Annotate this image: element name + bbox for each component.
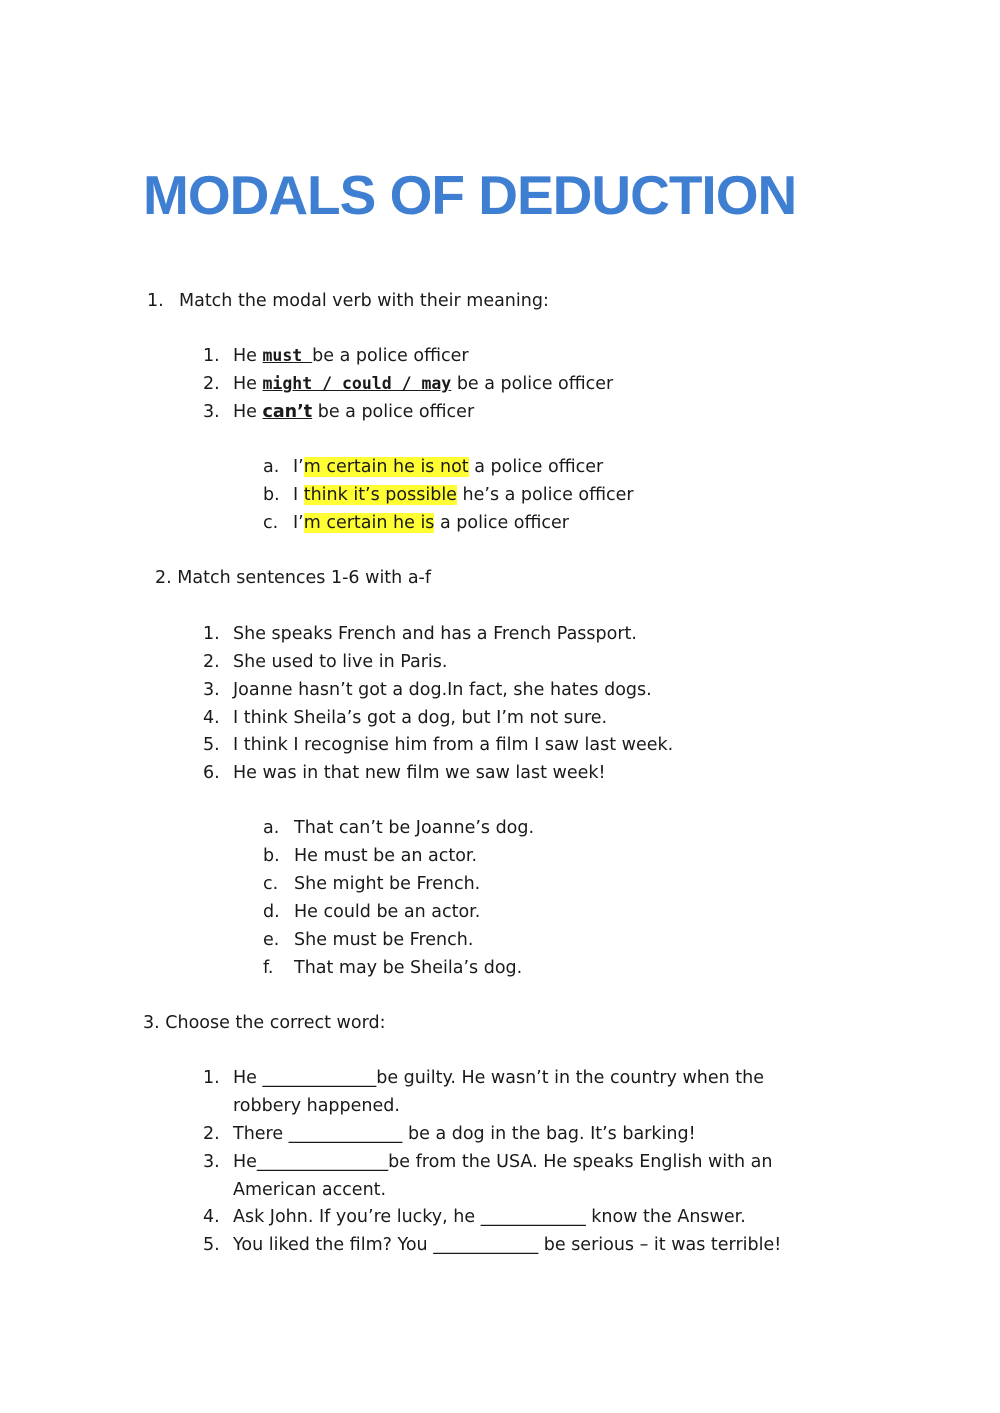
highlighted-phrase: m certain he is not	[303, 457, 469, 477]
meaning-post: he’s a police officer	[456, 485, 634, 505]
sentence-text: Joanne hasn’t got a dog.In fact, she hates dogs.	[233, 680, 652, 700]
answer-letter: b.	[263, 846, 280, 866]
item-number: 4.	[203, 708, 220, 728]
meaning-text	[293, 453, 603, 481]
answer-text: He must be an actor.	[294, 846, 478, 866]
item-post: be a police officer	[451, 374, 614, 394]
answer-letter: c.	[263, 874, 279, 894]
meaning-pre: I’	[293, 513, 304, 533]
gap-fill-text: He _____________be guilty. He wasn’t in the country when the	[233, 1068, 764, 1088]
item-text	[233, 398, 474, 426]
gap-fill-text: There _____________ be a dog in the bag. It’s barking!	[233, 1124, 696, 1144]
item-pre: He	[233, 346, 263, 366]
item-number: 1.	[203, 1068, 220, 1088]
highlighted-phrase: think it’s possible	[303, 485, 457, 505]
gap-fill-text: robbery happened.	[233, 1096, 400, 1116]
item-number: 6.	[203, 763, 220, 783]
modal-verb: must	[262, 346, 313, 365]
item-number: 4.	[203, 1207, 220, 1227]
item-number: 1.	[203, 624, 220, 644]
highlighted-phrase: m certain he is	[303, 513, 435, 533]
item-text	[233, 370, 613, 398]
item-number: 1.	[203, 346, 220, 366]
gap-fill-text: Ask John. If you’re lucky, he ____________ know the Answer.	[233, 1207, 746, 1227]
answer-letter: d.	[263, 902, 280, 922]
meaning-letter: c.	[263, 513, 279, 533]
modal-verb: might / could / may	[262, 374, 452, 393]
answer-text: She must be French.	[294, 930, 474, 950]
item-number: 2.	[203, 374, 220, 394]
section1-heading-num: 1.	[147, 291, 164, 311]
sentence-text: I think I recognise him from a film I saw last week.	[233, 735, 674, 755]
answer-letter: e.	[263, 930, 280, 950]
sentence-text: She used to live in Paris.	[233, 652, 448, 672]
answer-text: That may be Sheila’s dog.	[294, 958, 523, 978]
sentence-text: She speaks French and has a French Passport.	[233, 624, 637, 644]
answer-text: She might be French.	[294, 874, 481, 894]
item-number: 5.	[203, 735, 220, 755]
item-text	[233, 342, 469, 370]
gap-fill-text: American accent.	[233, 1180, 387, 1200]
item-number: 2.	[203, 1124, 220, 1144]
sentence-text: He was in that new film we saw last week!	[233, 763, 606, 783]
section3-heading-text: 3. Choose the correct word:	[143, 1013, 386, 1033]
meaning-pre: I’	[293, 457, 304, 477]
page-title: MODALS OF DEDUCTION	[143, 164, 797, 226]
meaning-letter: a.	[263, 457, 280, 477]
answer-text: That can’t be Joanne’s dog.	[294, 818, 535, 838]
item-pre: He	[233, 374, 263, 394]
meaning-text	[293, 481, 634, 509]
item-number: 3.	[203, 402, 220, 422]
answer-letter: a.	[263, 818, 280, 838]
answer-text: He could be an actor.	[294, 902, 481, 922]
meaning-post: a police officer	[468, 457, 604, 477]
meaning-post: a police officer	[434, 513, 569, 533]
item-number: 5.	[203, 1235, 220, 1255]
item-post: be a police officer	[312, 346, 469, 366]
item-number: 3.	[203, 680, 220, 700]
meaning-text	[293, 509, 569, 537]
meaning-letter: b.	[263, 485, 280, 505]
item-number: 2.	[203, 652, 220, 672]
item-post: be a police officer	[312, 402, 475, 422]
item-number: 3.	[203, 1152, 220, 1172]
meaning-pre: I	[293, 485, 304, 505]
sentence-text: I think Sheila’s got a dog, but I’m not sure.	[233, 708, 608, 728]
answer-letter: f.	[263, 958, 274, 978]
section2-heading-text: 2. Match sentences 1-6 with a-f	[155, 568, 432, 588]
gap-fill-text: He_______________be from the USA. He speaks English with an	[233, 1152, 773, 1172]
item-pre: He	[233, 402, 263, 422]
section1-heading-text: Match the modal verb with their meaning:	[179, 291, 549, 311]
modal-verb: can’t	[262, 402, 313, 422]
gap-fill-text: You liked the film? You ____________ be serious – it was terrible!	[233, 1235, 782, 1255]
